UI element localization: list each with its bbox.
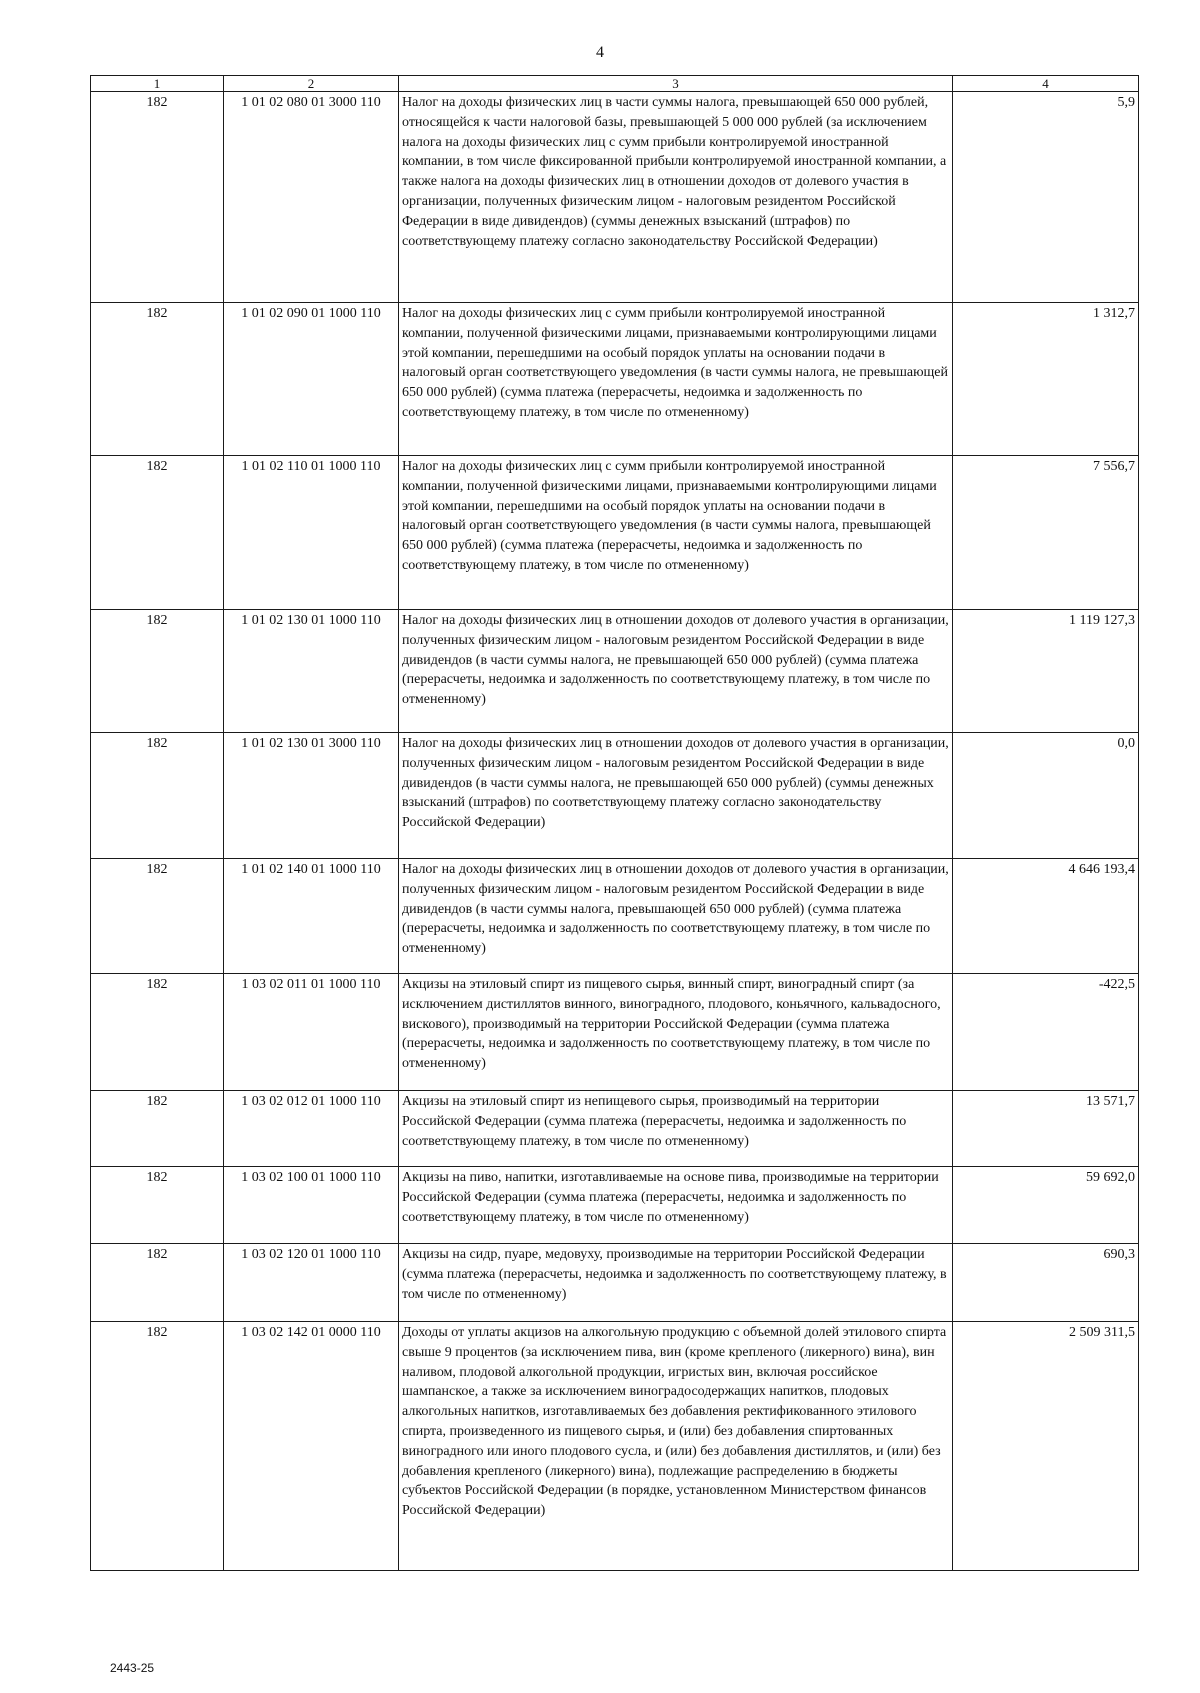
budget-code-cell: 1 03 02 012 01 1000 110 — [224, 1091, 399, 1167]
amount-cell: 59 692,0 — [953, 1167, 1139, 1244]
admin-code-cell: 182 — [91, 303, 224, 456]
amount-cell: 2 509 311,5 — [953, 1322, 1139, 1571]
admin-code-cell: 182 — [91, 859, 224, 974]
revenue-name-cell: Акцизы на сидр, пуаре, медовуху, производимые на территории Российской Федерации (сумма платежа (перерасчеты, недоимка и задолженность по соответствующему платежу, в том числе по отмененному) — [399, 1244, 953, 1322]
revenue-name-cell: Акцизы на этиловый спирт из пищевого сырья, винный спирт, виноградный спирт (за исключением дистиллятов винного, виноградного, плодового, коньячного, кальвадосного, вискового), производимый на территории Российской Федерации (сумма платежа (перерасчеты, недоимка и задолженность по соответствующему платежу, в том числе по отмененному) — [399, 974, 953, 1091]
amount-cell: 13 571,7 — [953, 1091, 1139, 1167]
admin-code-cell: 182 — [91, 733, 224, 859]
revenue-table — [90, 75, 1139, 1571]
admin-code-cell: 182 — [91, 1244, 224, 1322]
amount-cell: 7 556,7 — [953, 456, 1139, 610]
admin-code-cell: 182 — [91, 1322, 224, 1571]
column-header: 4 — [953, 76, 1139, 92]
admin-code-cell: 182 — [91, 610, 224, 733]
table-row — [91, 1091, 1139, 1167]
column-header: 3 — [399, 76, 953, 92]
table-row — [91, 92, 1139, 303]
amount-cell: 4 646 193,4 — [953, 859, 1139, 974]
budget-code-cell: 1 03 02 011 01 1000 110 — [224, 974, 399, 1091]
budget-code-cell: 1 03 02 120 01 1000 110 — [224, 1244, 399, 1322]
revenue-name-cell: Налог на доходы физических лиц с сумм прибыли контролируемой иностранной компании, полученной физическими лицами, признаваемыми контролирующими лицами этой компании, перешедшими на особый порядок уплаты на основании подачи в налоговый орган соответствующего уведомления (в части суммы налога, не превышающей 650 000 рублей) (сумма платежа (перерасчеты, недоимка и задолженность по соответствующему платежу, в том числе по отмененному) — [399, 303, 953, 456]
table-row — [91, 733, 1139, 859]
amount-cell: 1 312,7 — [953, 303, 1139, 456]
table-row — [91, 1167, 1139, 1244]
table-row — [91, 456, 1139, 610]
admin-code-cell: 182 — [91, 974, 224, 1091]
budget-code-cell: 1 01 02 080 01 3000 110 — [224, 92, 399, 303]
revenue-name-cell: Налог на доходы физических лиц в отношении доходов от долевого участия в организации, полученных физическим лицом - налоговым резидентом Российской Федерации в виде дивидендов (в части суммы налога, не превышающей 650 000 рублей) (суммы денежных взысканий (штрафов) по соответствующему платежу согласно законодательству Российской Федерации) — [399, 733, 953, 859]
amount-cell: 1 119 127,3 — [953, 610, 1139, 733]
revenue-name-cell: Акцизы на пиво, напитки, изготавливаемые на основе пива, производимые на территории Российской Федерации (сумма платежа (перерасчеты, недоимка и задолженность по соответствующему платежу, в том числе по отмененному) — [399, 1167, 953, 1244]
table-row — [91, 1244, 1139, 1322]
budget-code-cell: 1 03 02 142 01 0000 110 — [224, 1322, 399, 1571]
page-number: 4 — [596, 44, 604, 61]
table-row — [91, 859, 1139, 974]
amount-cell: -422,5 — [953, 974, 1139, 1091]
table-row — [91, 610, 1139, 733]
amount-cell: 690,3 — [953, 1244, 1139, 1322]
table-row — [91, 974, 1139, 1091]
admin-code-cell: 182 — [91, 1167, 224, 1244]
revenue-name-cell: Налог на доходы физических лиц в отношении доходов от долевого участия в организации, полученных физическим лицом - налоговым резидентом Российской Федерации в виде дивидендов (в части суммы налога, превышающей 650 000 рублей) (сумма платежа (перерасчеты, недоимка и задолженность по соответствующему платежу, в том числе по отмененному) — [399, 859, 953, 974]
revenue-name-cell: Налог на доходы физических лиц с сумм прибыли контролируемой иностранной компании, полученной физическими лицами, признаваемыми контролирующими лицами этой компании, перешедшими на особый порядок уплаты на основании подачи в налоговый орган соответствующего уведомления (в части суммы налога, превышающей 650 000 рублей) (сумма платежа (перерасчеты, недоимка и задолженность по соответствующему платежу, в том числе по отмененному) — [399, 456, 953, 610]
column-header: 2 — [224, 76, 399, 92]
revenue-name-cell: Акцизы на этиловый спирт из непищевого сырья, производимый на территории Российской Федерации (сумма платежа (перерасчеты, недоимка и задолженность по соответствующему платежу, в том числе по отмененному) — [399, 1091, 953, 1167]
column-header: 1 — [91, 76, 224, 92]
budget-code-cell: 1 01 02 130 01 3000 110 — [224, 733, 399, 859]
revenue-name-cell: Налог на доходы физических лиц в части суммы налога, превышающей 650 000 рублей, относящейся к части налоговой базы, превышающей 5 000 000 рублей (за исключением налога на доходы физических лиц с сумм прибыли контролируемой иностранной компании, в том числе фиксированной прибыли контролируемой иностранной компании, а также налога на доходы физических лиц в отношении доходов от долевого участия в организации, полученных физическим лицом - налоговым резидентом Российской Федерации в виде дивидендов) (суммы денежных взысканий (штрафов) по соответствующему платежу согласно законодательству Российской Федерации) — [399, 92, 953, 303]
admin-code-cell: 182 — [91, 456, 224, 610]
admin-code-cell: 182 — [91, 92, 224, 303]
amount-cell: 0,0 — [953, 733, 1139, 859]
revenue-name-cell: Налог на доходы физических лиц в отношении доходов от долевого участия в организации, полученных физическим лицом - налоговым резидентом Российской Федерации в виде дивидендов (в части суммы налога, не превышающей 650 000 рублей) (сумма платежа (перерасчеты, недоимка и задолженность по соответствующему платежу, в том числе по отмененному) — [399, 610, 953, 733]
amount-cell: 5,9 — [953, 92, 1139, 303]
budget-code-cell: 1 01 02 140 01 1000 110 — [224, 859, 399, 974]
budget-code-cell: 1 01 02 110 01 1000 110 — [224, 456, 399, 610]
admin-code-cell: 182 — [91, 1091, 224, 1167]
table-row — [91, 1322, 1139, 1571]
table-header-row — [91, 76, 1139, 92]
budget-code-cell: 1 01 02 130 01 1000 110 — [224, 610, 399, 733]
budget-code-cell: 1 03 02 100 01 1000 110 — [224, 1167, 399, 1244]
document-code: 2443-25 — [110, 1661, 155, 1675]
revenue-name-cell: Доходы от уплаты акцизов на алкогольную продукцию с объемной долей этилового спирта свыше 9 процентов (за исключением пива, вин (кроме крепленого (ликерного) вина), вин наливом, плодовой алкогольной продукции, игристых вин, включая российское шампанское, а также за исключением виноградосодержащих напитков, плодовых алкогольных напитков, изготавливаемых без добавления ректификованного этилового спирта, произведенного из пищевого сырья, и (или) без добавления спиртованных виноградного или иного плодового сусла, и (или) без добавления дистиллятов, и (или) без добавления крепленого (ликерного) вина), подлежащие распределению в бюджеты субъектов Российской Федерации (в порядке, установленном Министерством финансов Российской Федерации) — [399, 1322, 953, 1571]
table-row — [91, 303, 1139, 456]
budget-code-cell: 1 01 02 090 01 1000 110 — [224, 303, 399, 456]
